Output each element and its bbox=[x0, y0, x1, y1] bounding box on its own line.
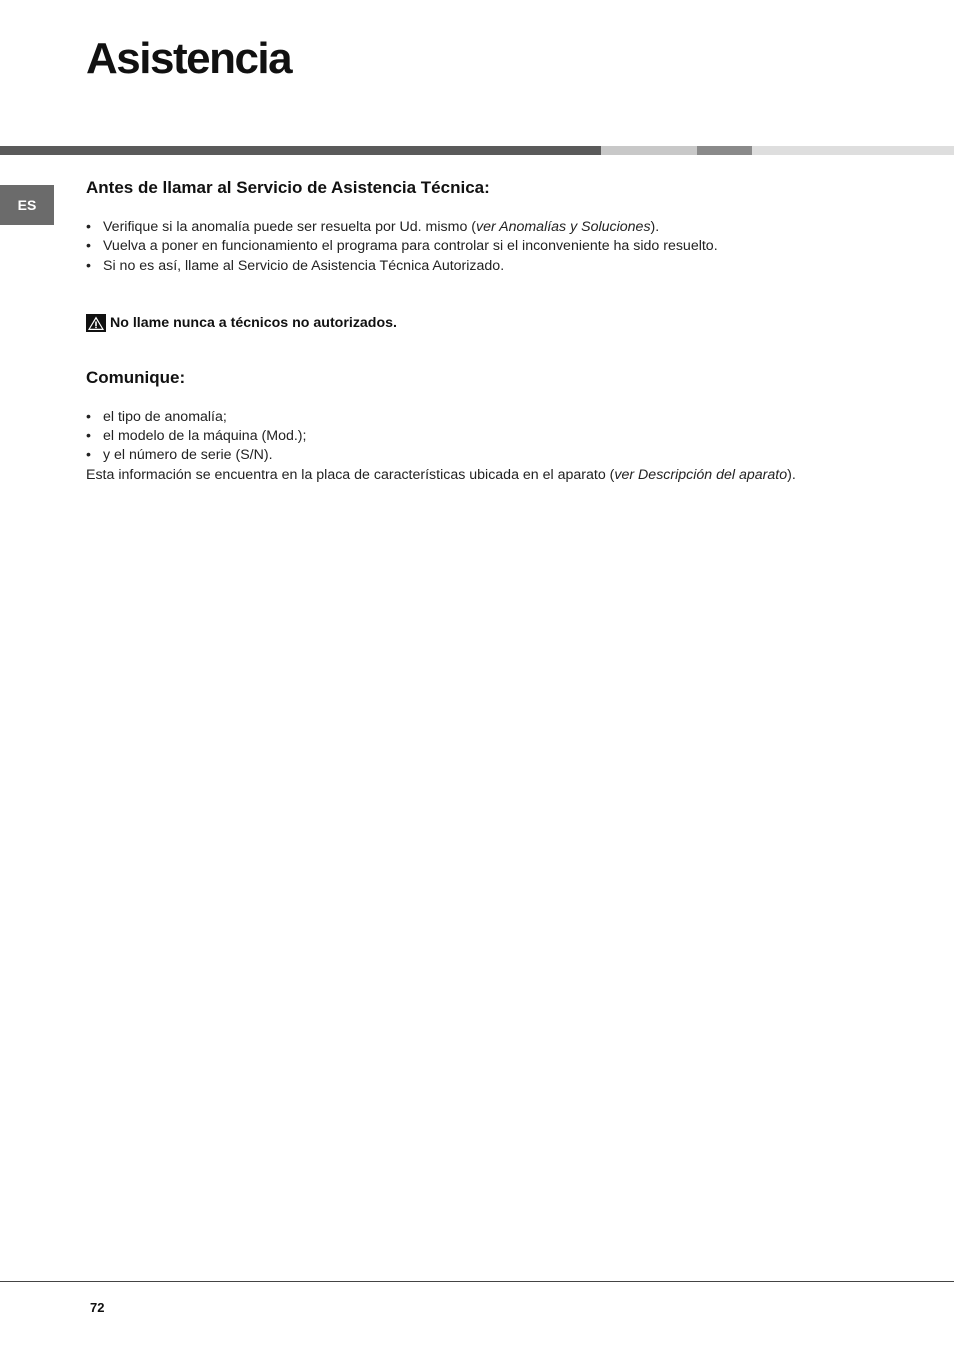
cross-reference: ver Descripción del aparato bbox=[614, 466, 788, 483]
list-item: • Si no es así, llame al Servicio de Asistencia Técnica Autorizado. bbox=[86, 257, 856, 276]
note-text: Esta información se encuentra en la placa de características ubicada en el aparato ( bbox=[86, 466, 615, 483]
info-note bbox=[86, 466, 856, 485]
warning-triangle-icon bbox=[86, 314, 106, 332]
list-item bbox=[86, 218, 856, 237]
communicate-list bbox=[86, 408, 856, 466]
cross-reference: ver Anomalías y Soluciones bbox=[476, 219, 651, 235]
language-tab: ES bbox=[0, 185, 54, 225]
list-item-text: Verifique si la anomalía puede ser resuelta por Ud. mismo ( bbox=[103, 219, 476, 235]
before-calling-list bbox=[86, 218, 856, 276]
list-item-text-end: ). bbox=[650, 219, 660, 235]
warning-note bbox=[86, 314, 856, 332]
page-title: Asistencia bbox=[86, 34, 292, 83]
header-bar-light bbox=[601, 146, 697, 155]
header-bar-pale bbox=[752, 146, 954, 155]
list-item: • el modelo de la máquina (Mod.); bbox=[86, 427, 856, 446]
header-bar-mid bbox=[697, 146, 752, 155]
warning-text: No llame nunca a técnicos no autorizados. bbox=[110, 314, 397, 331]
section-heading-before-calling: Antes de llamar al Servicio de Asistencia Técnica: bbox=[86, 178, 490, 197]
main-content bbox=[86, 178, 856, 485]
header-bar-dark bbox=[0, 146, 601, 155]
list-item: • Vuelva a poner en funcionamiento el programa para controlar si el inconveniente ha sido resuelto. bbox=[86, 237, 856, 256]
note-text-end: ). bbox=[787, 466, 796, 483]
footer-rule bbox=[0, 1281, 954, 1282]
list-item: • y el número de serie (S/N). bbox=[86, 446, 856, 465]
section-heading-communicate: Comunique: bbox=[86, 367, 186, 387]
page-number: 72 bbox=[90, 1300, 105, 1315]
list-item: • el tipo de anomalía; bbox=[86, 408, 856, 427]
